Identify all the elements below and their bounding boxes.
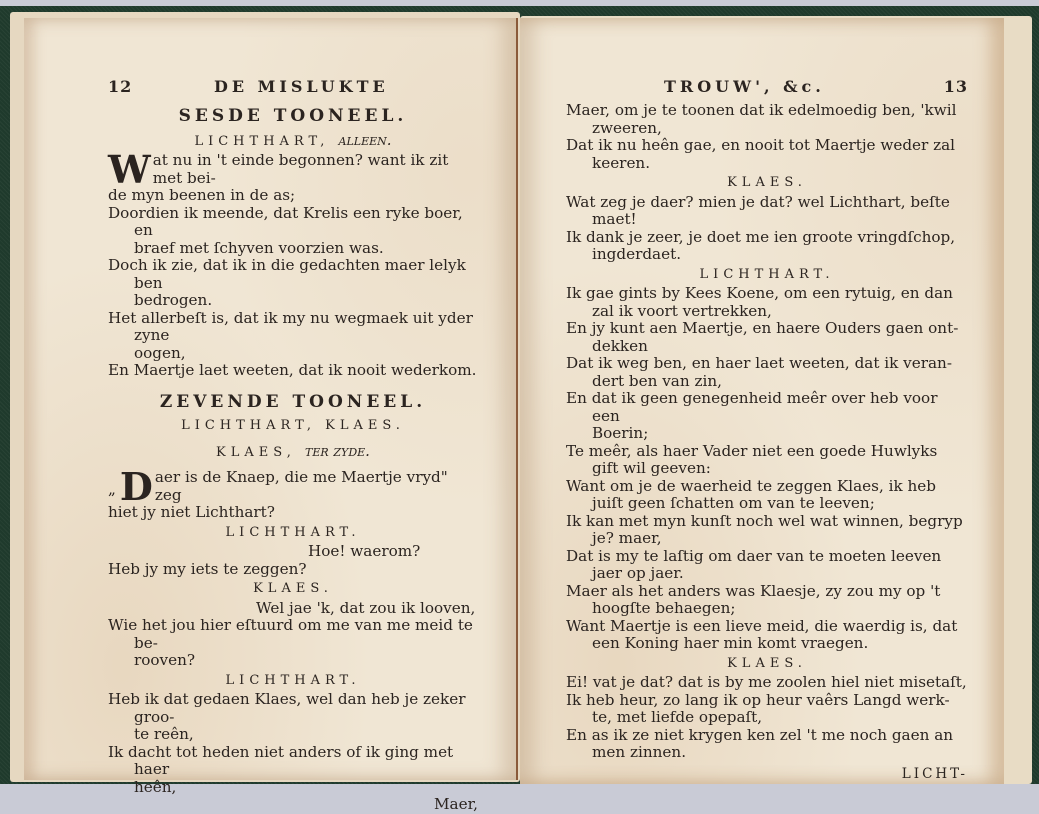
verse-line: Dat ik nu heên gae, en nooit tot Maertje weder zal keeren.	[566, 136, 956, 172]
verse-line: Ik dank je zeer, je doet me ien groote vringdſchop, ingderdaet.	[566, 227, 956, 263]
running-title-right: TROUW', &c.	[664, 77, 825, 96]
scene-title-sesde: SESDE TOONEEL.	[178, 106, 408, 126]
verse-line: Ik kan met myn kunſt noch wel wat winnen, begryp je? maer,	[566, 511, 963, 547]
verse-line: at nu in 't einde begonnen? want ik zit met bei- de myn beenen in de as;	[108, 151, 449, 204]
verse-line: Maer, om je te toonen dat ik edelmoedig ben, 'kwil zweeren,	[566, 101, 957, 137]
right-page-text	[566, 78, 968, 783]
verse-line: Want Maertje is een lieve meid, die waerdig is, dat een Koning haer min komt vraegen.	[566, 616, 958, 652]
verse-line: Ik dacht tot heden niet anders of ik ging met haer heên,	[108, 742, 454, 796]
left-page-text	[108, 78, 478, 814]
speech-lichthart-monologue	[108, 147, 478, 380]
right-page	[520, 18, 1004, 784]
page-number-left: 12	[108, 77, 133, 96]
page-number-right: 13	[943, 77, 968, 96]
quote-mark: „	[108, 480, 116, 498]
verse-line: Te meêr, als haer Vader niet een goede Huwlyks gift wil geeven:	[566, 441, 938, 477]
verse-line: Dat ik weg ben, en haer laet weeten, dat ik veran- dert ben van zin,	[566, 354, 952, 390]
verse-line: Maer als het anders was Klaesje, zy zou my op 't hoogſte behaegen;	[566, 581, 941, 617]
speaker-heading: LICHTHART.	[225, 524, 361, 540]
verse-line: Wie het jou hier eſtuurd om me van me meid te be- rooven?	[108, 616, 473, 669]
drop-cap: D	[119, 464, 153, 509]
verse-line: En jy kunt aen Maertje, en haere Ouders gaen ont- dekken	[566, 319, 959, 355]
verse-line: Het allerbeſt is, dat ik my nu wegmaek uit yder zyne oogen,	[108, 308, 473, 362]
verse-line: En as ik ze niet krygen ken zel 't me noch gaen an men zinnen.	[566, 725, 954, 761]
verse-line: aer is de Knaep, die me Maertje vryd" zeg hiet jy niet Lichthart?	[108, 468, 448, 521]
verse-line: En dat ik geen genegenheid meêr over heb voor een Boerin;	[566, 389, 938, 442]
verse-line: Wel jae 'k, dat zou ik looven,	[256, 598, 476, 617]
cast-list: LICHTHART, KLAES.	[181, 418, 405, 433]
speaker-heading: KLAES.	[727, 655, 807, 671]
speaker-heading: KLAES.	[253, 581, 333, 596]
verse-line: Wat zeg je daer? mien je dat? wel Lichthart, beſte maet!	[566, 192, 950, 228]
running-head-left	[108, 78, 478, 100]
speaker-heading: LICHTHART.	[225, 672, 361, 688]
verse-line: En Maertje laet weeten, dat ik nooit wederkom.	[108, 361, 477, 379]
catchword: LICHT-	[901, 765, 968, 782]
verse-line: Ik heb heur, zo lang ik op heur vaêrs Langd werk- te, met liefde opepaſt,	[566, 690, 950, 726]
speech-klaes-aside	[108, 464, 478, 522]
verse-line: Doordien ik meende, dat Krelis een ryke boer, en braef met ſchyven voorzien was.	[108, 203, 463, 257]
speaker-heading: LICHTHART, alleen.	[194, 130, 392, 149]
verse-line: Dat is my te laſtig om daer van te moeten leeven jaer op jaer.	[566, 546, 942, 582]
verse-line: Heb ik dat gedaen Klaes, wel dan heb je zeker groo- te reên,	[108, 690, 466, 743]
running-title-left: DE MISLUKTE	[214, 77, 389, 96]
verse-line: Want om je de waerheid te zeggen Klaes, ik heb juiſt geen ſchatten om van te leeven;	[566, 476, 936, 512]
speaker-heading: KLAES, ter zyde.	[216, 441, 370, 460]
speaker-heading: KLAES.	[727, 175, 807, 190]
speaker-heading: LICHTHART.	[699, 266, 835, 282]
verse-line: Ik gae gints by Kees Koene, om een rytuig, en dan zal ik voort vertrekken,	[566, 284, 953, 320]
verse-line: Hoe! waerom?	[308, 542, 421, 560]
scene-title-zevende: ZEVENDE TOONEEL.	[159, 391, 427, 412]
left-page	[24, 18, 518, 813]
verse-line: Doch ik zie, dat ik in die gedachten maer lelyk ben bedrogen.	[108, 256, 466, 309]
verse-line: Ei! vat je dat? dat is by me zoolen hiel niet misetaſt,	[566, 673, 967, 691]
verse-line: Heb jy my iets te zeggen?	[108, 559, 307, 578]
drop-cap: W	[108, 147, 151, 192]
verse-line: Maer,	[433, 795, 478, 813]
running-head-right	[566, 78, 968, 100]
